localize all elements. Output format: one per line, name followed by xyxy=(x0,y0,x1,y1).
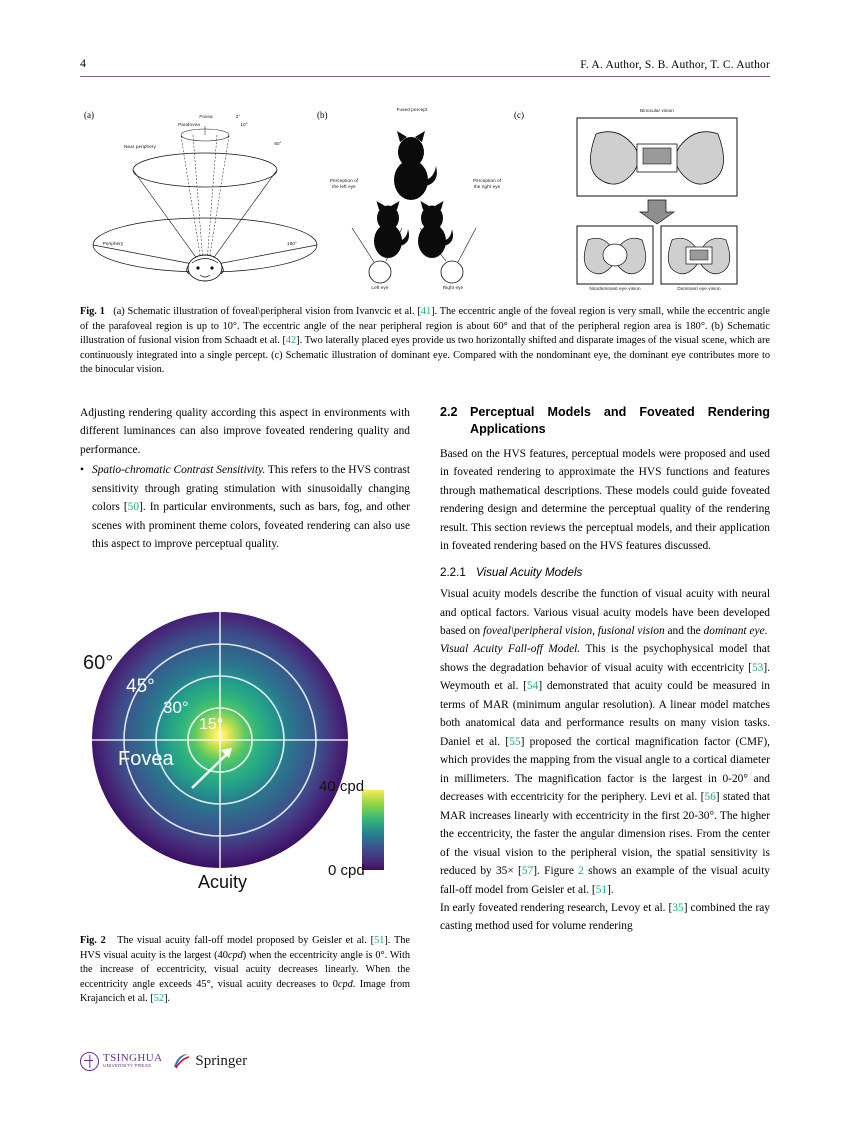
figure2-colorbar-max: 40 cpd xyxy=(319,778,365,795)
figure-1 xyxy=(80,100,770,290)
figure1-label-left-eye: Left eye xyxy=(371,285,389,290)
fig2-cap-e: ]. xyxy=(164,993,171,1005)
figure1-label-perception-left-2: the left eye xyxy=(332,184,356,189)
figure-2 xyxy=(80,600,410,930)
figure1-label-perception-right-1: Perception of xyxy=(472,178,502,183)
left-column xyxy=(80,404,410,554)
figure1-label-perception-right-2: the right eye xyxy=(473,184,501,189)
subsection-title: Visual Acuity Models xyxy=(476,565,583,579)
header-rule xyxy=(80,76,770,77)
rp2-it2: fusional vision xyxy=(597,624,665,637)
figure1-label-60deg: 60° xyxy=(274,141,282,146)
figure1-label-right-eye: Right eye xyxy=(442,285,464,290)
tsinghua-name: TSINGHUA xyxy=(103,1052,163,1065)
figure1-label-near-periphery: Near periphery xyxy=(124,144,156,149)
right-paragraph-3 xyxy=(440,640,770,899)
figure2-axis-title: Acuity xyxy=(198,872,248,892)
rp3-t8: ]. xyxy=(607,883,614,896)
rp3-title: Visual Acuity Fall-off Model. xyxy=(440,643,581,656)
fig2-cap-it1: cpd xyxy=(227,949,243,961)
left-paragraph-1: Adjusting rendering quality according this aspect in environments with different luminances can also improve foveated rendering quality and performance. xyxy=(80,407,410,456)
figure1-drawing xyxy=(80,100,770,290)
citation-35[interactable]: 35 xyxy=(672,902,684,914)
fig2-cap-b: ]. The HVS visual acuity is the largest (40 xyxy=(80,935,410,961)
figure1-label-binocular-vision: Binocular vision xyxy=(640,108,674,113)
figure1-label-10deg: 10° xyxy=(240,122,248,127)
rp3-t2: ]. Weymouth et al. [ xyxy=(440,661,770,693)
citation-57[interactable]: 57 xyxy=(521,865,534,878)
figure-1-caption-text: (a) Schematic illustration of foveal\peripheral vision from Ivanvcic et al. [41]. The eccentric angle of the foveal region is very small, while the eccentric angle of the parafoveal region is up to 10°. The eccentric angle of the near peripheral region is about 60° and that of the peripheral region area is 180°. (b) Schematic illustration of fusional vision from Schaadt et al. [42]. Two laterally placed eyes provide us two horizontally shifted and disparate images of the visual scene, which are continuously integrated into a single percept. (c) Schematic illustration of dominant eye. Compared with the nondominant eye, the dominant eye contributes more to the binocular vision. xyxy=(80,306,770,376)
figure-1-caption-label: Fig. 1 xyxy=(80,306,105,317)
figure1-label-fovea: Fovea xyxy=(199,114,213,119)
springer-mark-icon xyxy=(172,1052,191,1071)
rp2-d: . xyxy=(764,624,768,637)
subsection-heading-2-2-1 xyxy=(440,565,770,581)
rp3-t7: shows an example of the visual acuity fall-off model from Geisler et al. [ xyxy=(440,865,771,896)
fig2-cap-it2: cpd xyxy=(337,978,353,990)
figure2-ring-45: 45° xyxy=(126,676,155,697)
rp2-it1: foveal\peripheral vision xyxy=(483,624,593,637)
section-title: Perceptual Models and Foveated Rendering Applications xyxy=(470,405,770,436)
publisher-logos xyxy=(80,1044,410,1078)
rp3-t6: ]. Figure xyxy=(533,865,579,878)
left-bullet-1 xyxy=(80,461,410,553)
springer-name: Springer xyxy=(195,1052,248,1069)
running-authors: F. A. Author, S. B. Author, T. C. Author xyxy=(580,59,770,71)
figure1-label-2deg: 2° xyxy=(235,114,241,119)
fig2-cap-d: . Image from Krajancich et al. [ xyxy=(80,978,411,1005)
figure1-label-dominant: Dominant eye vision xyxy=(677,286,721,291)
right-paragraph-2 xyxy=(440,585,770,640)
rp4-a: In early foveated rendering research, Levoy et al. [ xyxy=(440,902,673,914)
page-number: 4 xyxy=(80,56,86,70)
citation-41[interactable]: 41 xyxy=(420,306,432,317)
figure1-panel-a-label: (a) xyxy=(84,110,94,120)
figure2-ring-30: 30° xyxy=(163,698,189,717)
bullet-text-b: ]. In particular environments, such as bars, fog, and other scenes with prominent theme colors, foveated rendering can also use this aspect to improve perceptual quality. xyxy=(92,501,411,551)
figure1-label-periphery: Periphery xyxy=(102,241,124,246)
figure-2-caption xyxy=(80,934,410,1007)
figure2-colorbar-min: 0 cpd xyxy=(328,862,365,879)
figure1-label-perception-left-1: Perception of xyxy=(329,178,359,183)
bullet-marker: • xyxy=(80,464,84,477)
figure1-label-parafovea: Parafovea xyxy=(178,122,200,127)
page-header xyxy=(80,56,770,71)
figure2-ring-60: 60° xyxy=(83,652,114,674)
section-number: 2.2 xyxy=(440,405,458,419)
citation-54[interactable]: 54 xyxy=(526,680,539,693)
right-paragraph-1: Based on the HVS features, perceptual models were proposed and used in foveated rendering to approximate the HVS functions and features through mathematical descriptions. These models could guide foveated rendering design and determine the perceptual quality of the rendering result. This section reviews the perceptual models, and their application in foveated rendering based on the HVS features discussed. xyxy=(440,448,770,553)
rp2-it3: dominant eye xyxy=(703,624,765,637)
citation-42[interactable]: 42 xyxy=(285,335,297,347)
bullet-text-a: This refers to the HVS contrast sensitivity through grating stimulation with sinusoidally changing colors [ xyxy=(92,464,410,514)
springer-logo xyxy=(172,1052,247,1071)
figure-link-2[interactable]: 2 xyxy=(578,865,584,878)
rp4-b: ] combined the ray casting method used for volume rendering xyxy=(440,902,771,933)
right-paragraph-4 xyxy=(440,899,770,936)
figure1-panel-b-label: (b) xyxy=(317,110,328,120)
figure-2-caption-label: Fig. 2 xyxy=(80,935,106,946)
figure1-label-fused-percept: Fused percept xyxy=(396,107,428,112)
citation-50[interactable]: 50 xyxy=(127,501,140,514)
rp3-t3: ] demonstrated that acuity could be measured in terms of MAR (minimum angular resolution). A linear model matches both anatomical data and performance results on many vision tasks. Daniel et al. [ xyxy=(440,680,770,748)
citation-51[interactable]: 51 xyxy=(595,883,608,896)
rp2-b: , xyxy=(592,624,598,637)
rp2-a: Visual acuity models describe the function of visual acuity with neural and optical factors. Various visual acuity models have been developed based on xyxy=(440,588,770,637)
figure1-label-nondominant: Nondominant eye vision xyxy=(589,286,641,291)
rp2-c: and the xyxy=(664,624,704,637)
citation-53[interactable]: 53 xyxy=(751,661,764,674)
right-column xyxy=(440,404,770,936)
figure2-ring-15: 15° xyxy=(199,716,224,733)
subsection-number: 2.2.1 xyxy=(440,565,466,579)
figure1-label-180deg: 180° xyxy=(287,241,297,246)
tsinghua-university-press-logo xyxy=(80,1052,162,1071)
figure1-panel-c-label: (c) xyxy=(514,110,524,120)
rp3-t1: This is the psychophysical model that shows the degradation behavior of visual acuity with eccentricity [ xyxy=(440,643,770,674)
bullet-title: Spatio-chromatic Contrast Sensitivity. xyxy=(92,464,266,477)
figure-1-caption xyxy=(80,305,770,378)
figure2-center-label: Fovea xyxy=(118,748,174,770)
fig2-cap-c: ) when the eccentricity angle is 0°. With the increase of eccentricity, visual acuity decreases linearly. When the eccentricity angle exceeds 45°, visual acuity decreases to 0 xyxy=(80,949,410,990)
rp3-t5: ] stated that MAR increases linearly with eccentricity in the first 20-30°. The higher the eccentricity, the faster the angular dimension rises. From the center of the visual vision to the peripheral vision, the spatial sensitivity is reduced by 35× [ xyxy=(440,791,770,878)
citation-52[interactable]: 52 xyxy=(153,993,165,1005)
section-heading-2-2 xyxy=(440,404,770,438)
citation-55[interactable]: 55 xyxy=(509,735,521,748)
rp3-t4: ] proposed the cortical magnification factor (CMF), which provides the mapping from the visual angle to a cortical diameter in millimeters. The magnification factor is the largest in 0-20° and decreases with eccentricity for the periphery. Levi et al. [ xyxy=(440,735,770,804)
tsinghua-subtitle: UNIVERSITY PRESS xyxy=(103,1063,152,1069)
tsinghua-crest-icon xyxy=(80,1052,99,1071)
fig2-cap-a: The visual acuity fall-off model proposed by Geisler et al. [ xyxy=(117,935,375,946)
citation-51-fig2[interactable]: 51 xyxy=(374,935,385,946)
citation-56[interactable]: 56 xyxy=(704,791,716,804)
